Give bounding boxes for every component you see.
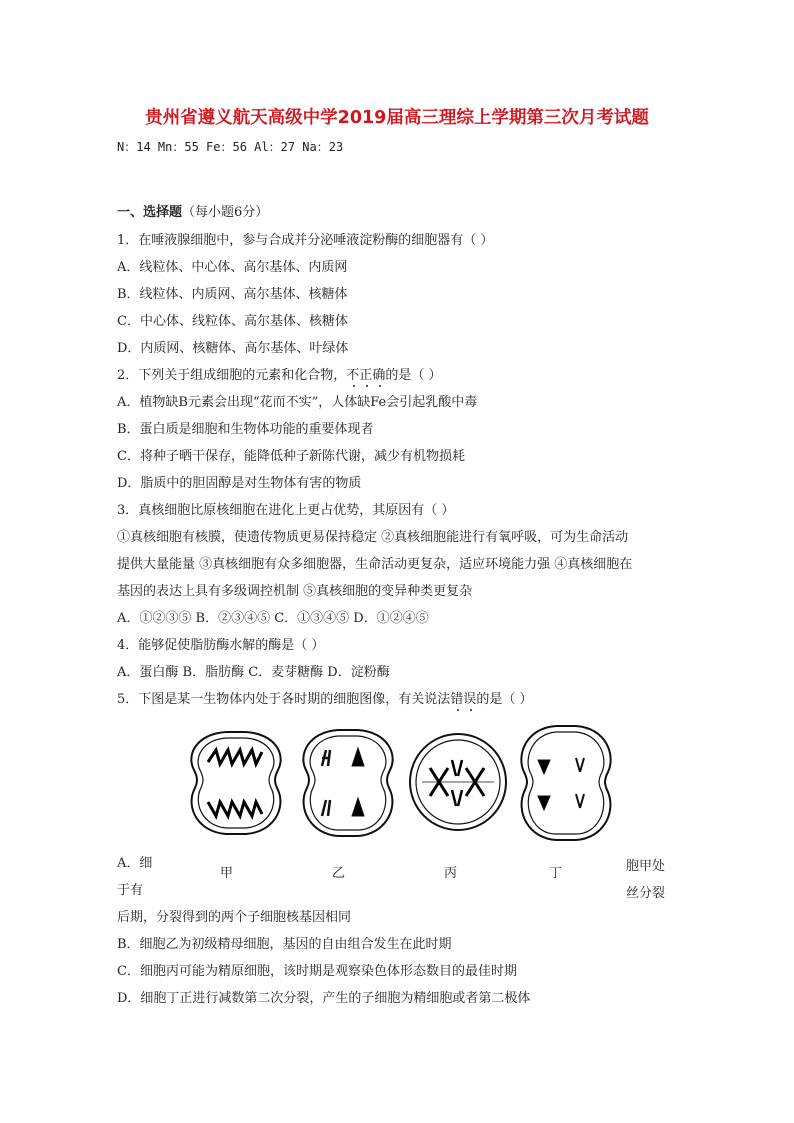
figure-label-bing: 丙 <box>444 866 458 881</box>
q5-stem <box>117 691 532 709</box>
q3-body-line: 基因的表达上具有多级调控机制 ⑤真核细胞的变异种类更复杂 <box>117 584 473 599</box>
q5-stem-pre: 5．下图是某一生物体内处于各时期的细胞图像，有关说法 <box>117 692 451 707</box>
q2-option-d: D．脂质中的胆固醇是对生物体有害的物质 <box>117 476 362 491</box>
q5-option-a-rest: 后期，分裂得到的两个子细胞核基因相同 <box>117 910 352 925</box>
q5-stem-post: 的是（ ） <box>476 692 533 707</box>
q2-stem-pre: 2．下列关于组成细胞的元素和化合物， <box>117 368 347 383</box>
q2-option-c: C．将种子晒干保存，能降低种子新陈代谢，减少有机物损耗 <box>117 449 465 464</box>
exam-title: 贵州省遵义航天高级中学2019届高三理综上学期第三次月考试题 <box>145 108 649 128</box>
q5-option-a-part: 丝分裂 <box>626 886 666 901</box>
q3-body-line: 提供大量能量 ③真核细胞有众多细胞器，生命活动更复杂，适应环境能力强 ④真核细胞在 <box>117 557 633 572</box>
q1-option-c: C．中心体、线粒体、高尔基体、核糖体 <box>117 314 348 329</box>
q2-emph-char: 不 <box>346 368 360 383</box>
q3-stem: 3．真核细胞比原核细胞在进化上更占优势，其原因有（ ） <box>117 503 455 518</box>
q5-option-a-part: A．细 <box>117 856 153 871</box>
cell-bing <box>410 734 506 830</box>
q2-stem-post: 的是（ ） <box>385 368 442 383</box>
q2-option-b: B．蛋白质是细胞和生物体功能的重要体现者 <box>117 422 374 437</box>
q5-option-d: D．细胞丁正进行减数第二次分裂，产生的子细胞为精细胞或者第二极体 <box>117 991 531 1006</box>
q2-stem <box>117 367 441 385</box>
atomic-masses: N：14 Mn：55 Fe：56 Al：27 Na：23 <box>117 140 344 154</box>
cell-jia <box>191 732 280 834</box>
section-note: （每小题6分） <box>182 205 269 220</box>
q5-option-a-part: 胞甲处 <box>626 859 666 874</box>
section-heading: 一、选择题 <box>117 205 183 220</box>
q2-option-a: A．植物缺B元素会出现“花而不实”，人体缺Fe会引起乳酸中毒 <box>117 395 478 410</box>
q4-stem: 4．能够促使脂肪酶水解的酶是（ ） <box>117 638 325 653</box>
q3-options: A．①②③⑤ B．②③④⑤ C．①③④⑤ D．①②④⑤ <box>117 611 429 626</box>
q3-body-line: ①真核细胞有核膜，使遗传物质更易保持稳定 ②真核细胞能进行有氧呼吸，可为生命活动 <box>117 530 629 545</box>
figure-label-yi: 乙 <box>332 866 346 881</box>
q5-option-a-part: 于有 <box>117 883 144 898</box>
q1-option-d: D．内质网、核糖体、高尔基体、叶绿体 <box>117 341 349 356</box>
cell-ding <box>521 726 610 840</box>
cell-yi <box>303 730 392 836</box>
figure-label-ding: 丁 <box>549 866 563 881</box>
section-heading-row <box>117 204 268 222</box>
q1-stem: 1．在唾液腺细胞中，参与合成并分泌唾液淀粉酶的细胞器有（ ） <box>117 233 494 248</box>
q1-option-a: A．线粒体、中心体、高尔基体、内质网 <box>117 260 348 275</box>
q2-emph-char: 正 <box>359 368 373 383</box>
q4-options: A．蛋白酶 B．脂肪酶 C．麦芽糖酶 D．淀粉酶 <box>117 665 390 680</box>
figure-label-jia: 甲 <box>220 866 234 881</box>
q5-option-c: C．细胞丙可能为精原细胞，该时期是观察染色体形态数目的最佳时期 <box>117 964 517 979</box>
q5-option-b: B．细胞乙为初级精母细胞，基因的自由组合发生在此时期 <box>117 937 452 952</box>
q2-emph-char: 确 <box>372 368 386 383</box>
q5-emph-char: 错 <box>450 692 464 707</box>
cell-division-figure <box>186 720 616 850</box>
q5-emph-char: 误 <box>463 692 477 707</box>
q1-option-b: B．线粒体、内质网、高尔基体、核糖体 <box>117 287 348 302</box>
